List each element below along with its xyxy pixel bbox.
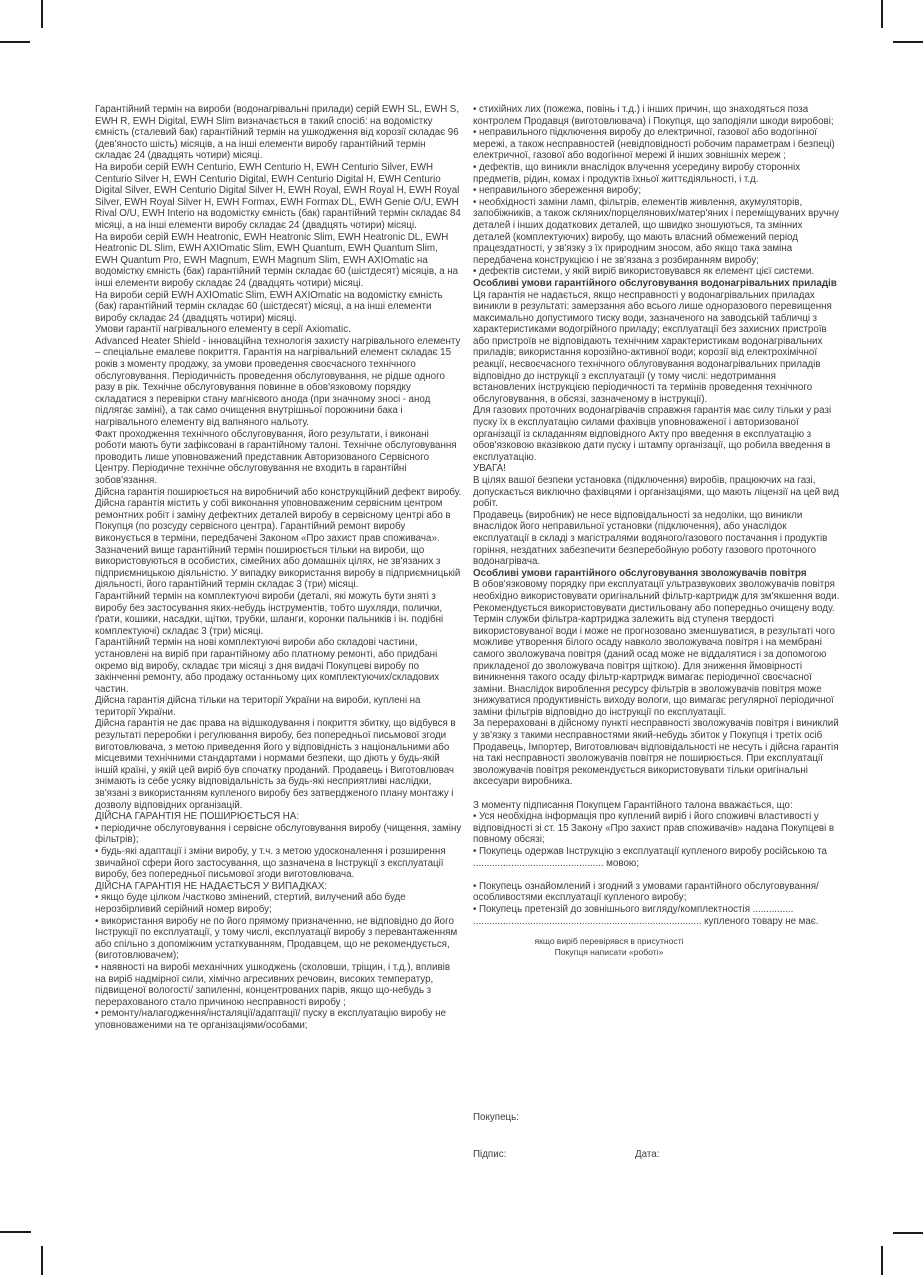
heading-not-covered: ДІЙСНА ГАРАНТІЯ НЕ ПОШИРЮЄТЬСЯ НА: (95, 811, 300, 823)
crop-mark-bottom-right-horizontal (893, 1232, 923, 1234)
heading-water-heaters-special: Особливі умови гарантійного обслуговування водонагрівальних приладів (473, 277, 837, 289)
date-label: Дата: (635, 1149, 660, 1160)
bullet-consumables: • необхідності заміни ламп, фільтрів, елементів живлення, акумуляторів, запобіжників, а також скляних/порцелянових/матер'яних і переміщуваних вручну деталей і інших додаткових деталей, що швидко зношуються, та змінних деталей (комплектуючих) виробу, що мають власний обмежений період працездатності, у зв'язку з їх природним зносом, або якщо така заміна передбачена конструкцією і не зв'язана з розбиранням виробу; (473, 196, 840, 266)
signature-label: Підпис: (473, 1149, 507, 1160)
bullet-no-claims: • Покупець претензій до зовнішнього вигляду/комплектностія ............... .................................................................................... купленого товару не має. (473, 903, 819, 927)
crop-mark-top-left-vertical (41, 0, 43, 28)
para-accessories-term: Гарантійний термін на комплектуючі вироби (деталі, які можуть бути зняті з виробу без застосування яких-небудь інструментів, тобто шухляди, полички, ґрати, кошики, насадки, щітки, трубки, шланги, коронки пальників і ін. подібні комплектуючі) складає 3 (три) місяці. (95, 590, 444, 637)
crop-mark-top-left-horizontal (0, 41, 30, 43)
para-advanced-heater-shield: Advanced Heater Shield - інноваційна технологія захисту нагрівального елементу – спеціальне емалеве покриття. Гарантія на нагрівальний елемент складає 15 років з моменту продажу, за умови проведення своєчасного технічного обслуговування. Періодичність проведення обслуговування, не рідше одного разу в рік. Технічне обслуговування повинне в обов'язковому порядку складатися з перевірки стану магнієвого анода (при значному зносі - анод підлягає заміні), а так само очищення внутрішньої порожнини бака і нагрівального елементу від вапняного нальоту. (95, 335, 461, 429)
para-new-parts-term: Гарантійний термін на нові комплектуючі вироби або складові частини, установлені на виріб при гарантійному або платному ремонті, або придбані окремо від виробу, складає три місяці з дня видачі Покупцеві виробу по закінченні ремонту, або продажу останньому цих комплектуючих/складових частин. (95, 637, 440, 695)
para-warranty-coverage: Дійсна гарантія поширюється на виробничий або конструкційний дефект виробу. Дійсна гарантія містить у собі виконання уповноваженим сервісним центром ремонтних робіт і заміну дефектних деталей виробу в сервісному центрі або в Покупця (по розсуду сервісного центра). Гарантійний ремонт виробу виконується в терміни, передбачені Законом «Про захист прав споживача». (95, 486, 462, 544)
buyer-label: Покупець: (473, 1112, 519, 1123)
bullet-wrong-storage: • неправильного збереження виробу; (473, 185, 642, 197)
bullet-manual-received: • Покупець одержав Інструкцію з експлуатації купленого виробу російською та ................................................ мовою; (473, 846, 827, 869)
bullet-mechanical-damage: • наявності на виробі механічних ушкоджень (сколовши, тріщин, і т.д.), впливів на виріб надмірної сили, хімічно агресивних речовин, високих температур, підвищеної вологості/ запиленні, концентрованих парів, якщо що-небудь з перерахованого стало причиною несправності виробу ; (95, 961, 451, 1008)
para-signing-terms: З моменту підписання Покупцем Гарантійного талона вважається, що: (473, 799, 793, 811)
para-maintenance-record: Факт проходження технічного обслуговування, його результати, і виконані роботи мають бути зафіксовані в гарантійному талоні. Технічне обслуговування проводить лише уповноважений представник Авторизованого Сервісного Центру. Періодичне технічне обслуговування не входить в гарантійні зобов'язання. (95, 428, 457, 486)
heading-not-granted: ДІЙСНА ГАРАНТІЯ НЕ НАДАЄТЬСЯ У ВИПАДКАХ: (95, 880, 328, 892)
para-warranty-heatronic: На вироби серій EWH Heatronic, EWH Heatronic Slim, EWH Heatronic DL, EWH Heatronic DL Slim, EWH AXIOmatic Slim, EWH Quantum, EWH Quantum Slim, EWH Quantum Pro, EWH Magnum, EWH Magnum Slim, EWH AXIOmatic на водомістку ємність (бак) гарантійний термін складає 60 (шістдесят) місяців, а на інші елементи виробу складає 24 (двадцять чотири) місяці. (95, 231, 459, 289)
para-territory: Дійсна гарантія дійсна тільки на території України на вироби, куплені на території України. (95, 695, 421, 718)
heading-attention: УВАГА! (473, 463, 506, 475)
bullet-info-provided: • Уся необхідна інформація про куплений виріб і його споживчі властивості у відповідності зі ст. 15 Закону «Про захист прав споживачів» надана Покупцеві в повному обсязі; (473, 811, 835, 846)
bullet-terms-accepted: • Покупець ознайомлений і згодний з умовами гарантійного обслуговування/особливостями експлуатації купленого виробу; (473, 880, 819, 904)
crop-mark-bottom-left-horizontal (0, 1231, 31, 1233)
para-no-compensation: Дійсна гарантія не дає права на відшкодування і покриття збитку, що відбувся в результаті переробки і регулювання виробу, без попередньої письмової згоди виготовлювача, з метою приведення його у відповідність з національними або місцевими технічними стандартами і нормами безпеки, що діють у будь-якій іншій країні, у якій цей виріб був спочатку проданий. Продавець і Виготовлювач знімають із себе усяку відповідальність за будь-які несприятливі наслідки, зв'язані з використанням купленого виробу без затвердженого плану монтажу і дозволу відповідних організацій. (95, 718, 456, 811)
warranty-text-column-right (473, 104, 840, 958)
heading-humidifiers-special: Особливі умови гарантійного обслуговування зволожувачів повітря (473, 567, 807, 579)
bullet-foreign-objects: • дефектів, що виникли внаслідок влучення усередину виробу сторонніх предметів, рідин, комах і продуктів їхньої життєдіяльності, і т.д. (473, 161, 801, 185)
warranty-text-column-left (95, 104, 462, 1032)
bullet-wrong-connection: • неправильного підключення виробу до електричної, газової або водогінної мережі, а також несправностей (невідповідності робочим параметрам і безпеці) електричної, газової або водогінної мережі й інших зовнішніх мереж ; (473, 127, 835, 162)
para-gas-heaters-commissioning: Для газових проточних водонагрівачів справжня гарантія має силу тільки у разі пуску їх в експлуатацію силами фахівців уповноваженої і авторизованої організації із складанням відповідного Акту про введення в експлуатацію з обов'язковою вказівкою дати пуску і штампу організації, що робила введення в експлуатацію. (473, 405, 832, 463)
crop-mark-bottom-right-vertical (881, 1246, 883, 1275)
para-gas-safety: В цілях вашої безпеки установка (підключення) виробів, працюючих на газі, допускається виключно фахівцями і організаціями, що мають ліцензії на цей вид робіт. (473, 475, 839, 510)
para-water-heater-exclusions: Ця гарантія не надається, якщо несправності у водонагрівальних приладах виникли в результаті: замерзання або всього лише одноразового перевищення максимально допустимого тиску води, зазначеного на заводській табличці з характеристиками водогрійного приладу; експлуатації без захисних пристроїв або пристроїв не відповідають технічним характеристикам водонагрівальних приладів; використання корозійно-активної води; корозії від електрохімічної реакції, несвоєчасного технічного облуговування водонагрівальних приладів відповідно до інструкції з експлуатації (у тому числі: недотримання встановлених інструкцією періодичності та термінів проведення технічного обслуговування, в обсязі, зазначеному в інструкції). (473, 289, 832, 405)
note-checked-line1: якщо виріб перевірявся в присутності (534, 936, 684, 947)
crop-mark-top-right-vertical (881, 0, 883, 28)
para-warranty-centurio: На вироби серій EWH Centurio, EWH Centurio H, EWH Centurio Silver, EWH Centurio Silver H, EWH Centurio Digital, EWH Centurio Digital H, EWH Centurio Digital Silver, EWH Centurio Digital Silver H, EWH Royal, EWH Royal H, EWH Royal Silver, EWH Royal Silver H, EWH Formax, EWH Formax DL, EWH Genie O/U, EWH Rival O/U, EWH Interio на водомістку ємність (бак) гарантійний термін складає 84 місяці, а на інші елементи виробу складає 24 (двадцять чотири) місяці. (95, 161, 461, 231)
bullet-natural-disasters: • стихійних лих (пожежа, повінь і т.д.) і інших причин, що знаходяться поза контролем Продавця (виготовлювача) і Покупця, що заподіяли шкоди виробові; (473, 104, 834, 127)
bullet-unauthorized-repair: • ремонту/налагодження/інсталяції/адаптації/ пуску в експлуатацію виробу не уповноваженими на те організаціями/особами; (95, 1008, 446, 1031)
para-warranty-axiomatic: На вироби серій EWH AXIOmatic Slim, EWH AXIOmatic на водомістку ємність (бак) гарантійний термін складає 60 (шістдесят) місяці, а на інші елементи виробу складає 24 (двадцять чотири) місяці. (95, 289, 443, 324)
para-personal-use: Зазначений вище гарантійний термін поширюється тільки на вироби, що використовуються в особистих, сімейних або домашніх цілях, не зв'язаних з підприємницькою діяльністю. У випадку використання виробу в підприємницькій діяльності, його гарантійний термін складає 3 (три) місяці. (95, 544, 461, 591)
bullet-periodic-service: • періодичне обслуговування і сервісне обслуговування виробу (чищення, заміну фільтрів); (95, 822, 462, 846)
crop-mark-top-right-horizontal (893, 41, 923, 43)
para-warranty-ewh-sl: Гарантійний термін на вироби (водонагрівальні прилади) серій EWH SL, EWH S, EWH R, EWH Digital, EWH Slim визначається в такий спосіб: на водомістку ємність (сталевий бак) гарантійний термін на ушкодження від корозії складає 96 (дев'яносто шість) місяців, а на інші елементи виробу гарантійний термін складає 24 (двадцять чотири) місяці. (95, 104, 460, 162)
para-seller-liability: Продавець (виробник) не несе відповідальності за недоліки, що виникли внаслідок його неправильної установки (підключення), або унаслідок експлуатації в складі з магістралями водяного/газового постачання і продуктів горіння, нездатних забезпечити безперебойную роботу газового проточного водонагрівача. (473, 509, 828, 568)
bullet-system-defects: • дефектів системи, у якій виріб використовувався як елемент цієї системи. (473, 266, 815, 278)
para-axiomatic-heater-terms: Умови гарантії нагрівального елементу в серії Axiomatic. (95, 324, 351, 336)
para-humidifier-filter: В обов'язковому порядку при експлуатації ультразвукових зволожувачів повітря необхідно використовувати оригінальний фільтр-картридж для зм'якшення води. Рекомендується використовувати дистильовану або попередньо очищену воду. Термін служби фільтра-картриджа залежить від ступеня твердості використовуваної води і може не прогнозовано зменшуватися, в результаті чого можливе утворення білого осаду навколо зволожувача повітря і на мембрані самого зволожувача повітря (даний осад може не віддалятися і за допомогою прикладеної до зволожувача повітря щіткою). Для зниження ймовірності виникнення такого осаду фільтр-картридж вимагає періодичної своєчасної заміни. Внаслідок вироблення ресурсу фільтрів в зволожувачів повітря може знижуватися продуктивність виходу вологи, що вимагає регулярної періодичної заміни фільтрів відповідно до інструкції по експлуатації. (473, 579, 840, 718)
bullet-adaptations: • будь-які адаптації і зміни виробу, у т.ч. з метою удосконалення і розширення звичайної сфери його застосування, що зазначена в Інструкції з експлуатації виробу, без попередньої письмової згоди виготовлювача. (95, 846, 446, 881)
para-humidifier-liability: За перераховані в дійсному пункті несправності зволожувачів повітря і виниклий у зв'язку з такими несправностями який-небудь збиток у Покупця і третіх осіб Продавець, Імпортер, Виготовлювач відповідальності не несуть і дійсна гарантія на такі несправності зволожувачів повітря не поширюється. При експлуатації зволожувачів повітря рекомендується використовувати тільки оригінальні аксесуари виробника. (473, 718, 839, 788)
bullet-misuse: • використання виробу не по його прямому призначенню, не відповідно до його Інструкції по експлуатації, у тому числі, експлуатації виробу з перевантаженням або спільно з допоміжним устаткуванням, Продавцем, що не рекомендується, (виготовлювачем); (95, 915, 458, 962)
crop-mark-bottom-left-vertical (41, 1246, 43, 1275)
note-checked-line2: Покупця написати «роботі» (554, 946, 664, 957)
bullet-serial-number: • якщо буде цілком /частково змінений, стертий, вилучений або буде нерозбірливий серійний номер виробу; (95, 892, 406, 915)
